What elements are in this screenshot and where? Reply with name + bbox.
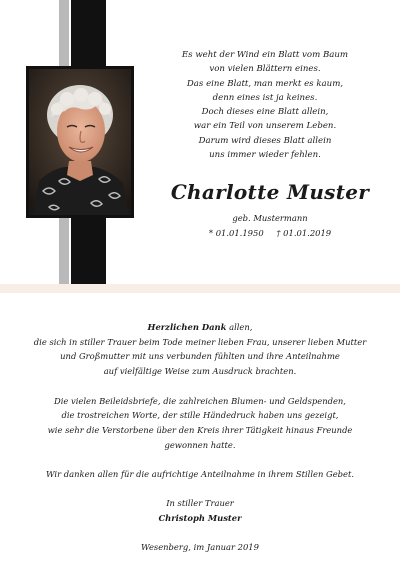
poem-line: denn eines ist ja keines. [212, 92, 318, 103]
birth-name: geb. Mustermann [232, 213, 308, 223]
poem-line: Das eine Blatt, man merkt es kaum, [186, 78, 344, 89]
poem-line: Darum wird dieses Blatt allein [198, 135, 332, 146]
thanks-heading-rest: allen, [226, 322, 253, 332]
poem-line: uns immer wieder fehlen. [209, 150, 321, 161]
deceased-name: Charlotte Muster [170, 180, 370, 204]
life-dates [150, 228, 390, 238]
thanks-heading [0, 320, 400, 335]
paragraph-line: die trostreichen Worte, der stille Händedruck haben uns gezeigt, [61, 410, 339, 421]
portrait-illustration [29, 69, 131, 215]
paragraph-line: gewonnen hatte. [164, 439, 236, 450]
paragraph-line: wie sehr die Verstorbene über den Kreis ihrer Tätigkeit hinaus Freunde [47, 424, 353, 435]
portrait-photo [26, 66, 134, 218]
closing-line: In stiller Trauer [166, 498, 234, 509]
thank-you-text [0, 320, 400, 555]
divider-band [0, 284, 400, 293]
paragraph-line: Die vielen Beileidsbriefe, die zahlreichen Blumen- und Geldspenden, [54, 395, 346, 406]
poem-line: Doch dieses eine Blatt allein, [201, 107, 329, 118]
poem-line: Es weht der Wind ein Blatt vom Baum [181, 50, 349, 60]
paragraph-line: Wir danken allen für die aufrichtige Anteilnahme in ihrem Stillen Gebet. [45, 469, 355, 479]
paragraph-line: auf vielfältige Weise zum Ausdruck brachten. [103, 366, 297, 377]
paragraph-line: und Großmutter mit uns verbunden fühlten und ihre Anteilnahme [60, 351, 340, 362]
poem [150, 48, 380, 162]
poem-line: von vielen Blättern eines. [209, 64, 321, 75]
poem-line: war ein Teil von unserem Leben. [193, 121, 337, 132]
birth-date: * 01.01.1950 [208, 228, 264, 238]
paragraph-line: die sich in stiller Trauer beim Tode meiner lieben Frau, unserer lieben Mutter [33, 336, 367, 347]
death-date: † 01.01.2019 [276, 228, 332, 238]
place-date: Wesenberg, im Januar 2019 [141, 542, 259, 553]
signer-name: Christoph Muster [158, 513, 242, 524]
thanks-heading-bold: Herzlichen Dank [147, 322, 227, 332]
